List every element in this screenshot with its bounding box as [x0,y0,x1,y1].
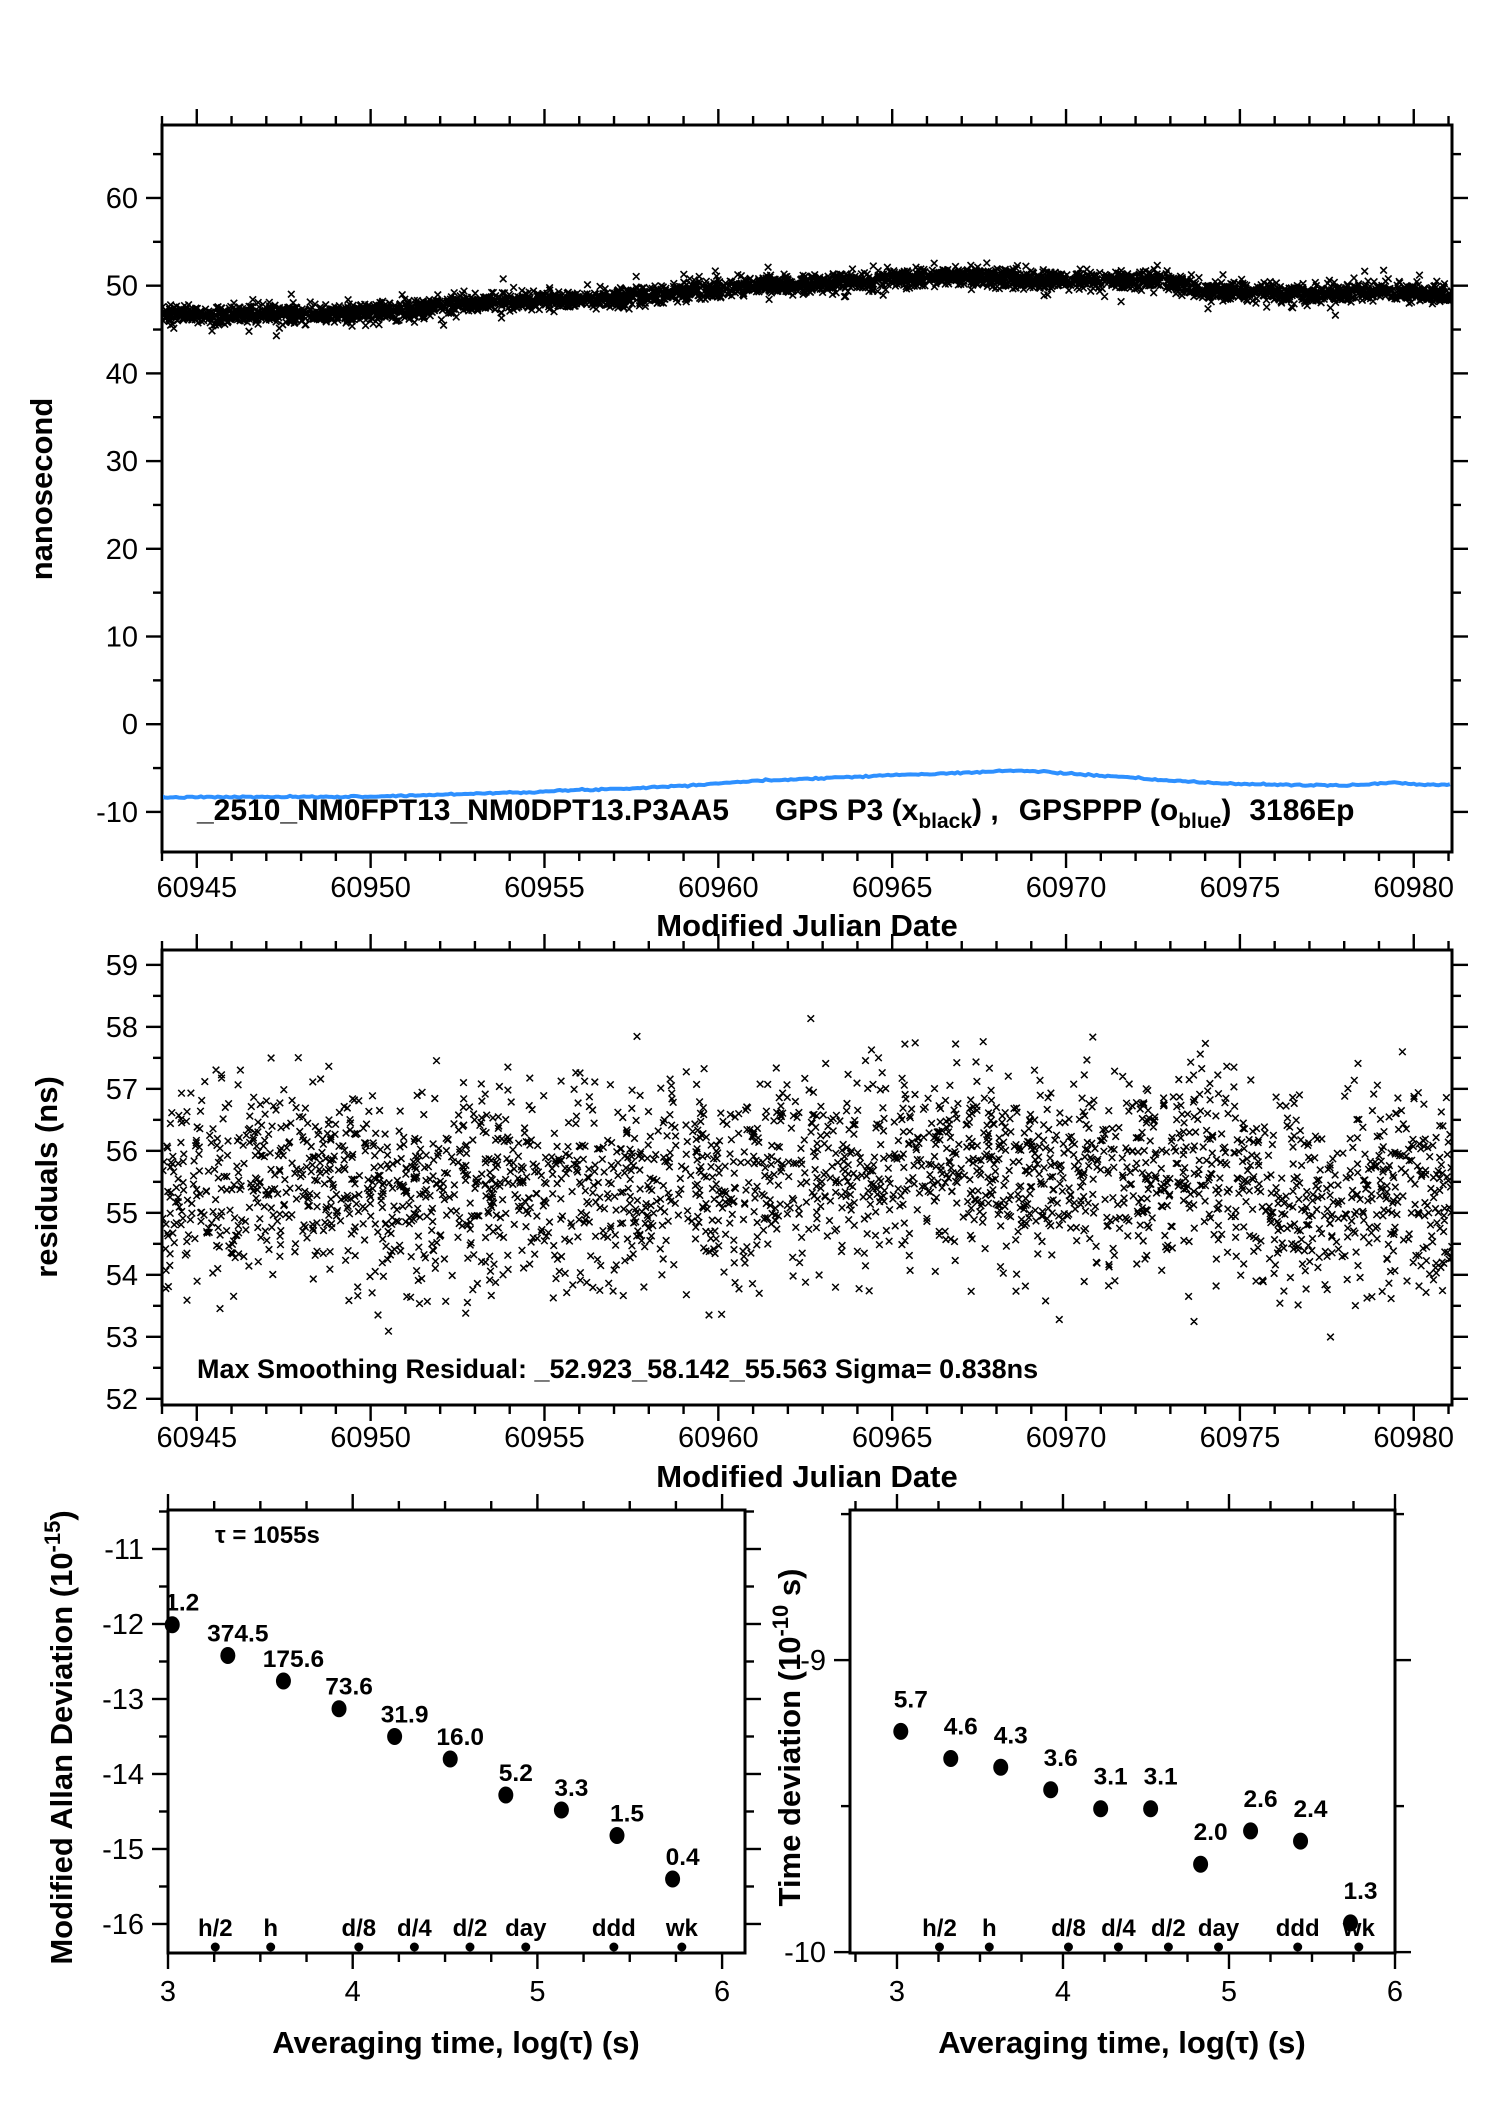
tau-marker-label: d/4 [397,1915,432,1942]
deviation-point-value-label: 0.4 [665,1843,700,1871]
x-tick-label: 60955 [504,1422,585,1454]
deviation-point-value-label: 3.1 [1143,1763,1178,1791]
y-tick-label: 20 [105,533,138,566]
x-tick-label: 60975 [1199,1422,1281,1454]
deviation-point-value-label: 2.6 [1243,1785,1278,1813]
x-tick-label: 60955 [504,872,585,904]
tau-marker-label: d/8 [1051,1915,1086,1942]
deviation-point-value-label: 5.7 [893,1686,928,1714]
tau-marker-label: d/8 [341,1915,377,1942]
tau-marker-label: d/2 [452,1915,488,1942]
deviation-point-value-label: 5.2 [498,1759,533,1787]
residual-scatter-x [160,1015,1456,1340]
tau-marker-label: h/2 [922,1915,957,1942]
tau-marker-dot [465,1943,474,1952]
x-tick-label: 60950 [330,1422,411,1454]
deviation-point-value-label: 4.3 [993,1722,1028,1750]
tau-marker-dot [1354,1943,1363,1952]
y-tick-label: 10 [105,621,138,654]
deviation-point [665,1870,680,1887]
tau-marker-label: h [981,1915,997,1942]
y-tick-label: 59 [105,949,138,982]
deviation-point [276,1672,291,1689]
deviation-point-value-label: 3.1 [1093,1763,1128,1791]
phase-ylabel: nanosecond [24,397,59,581]
deviation-point-value-label: 16.0 [436,1723,485,1751]
deviation-point [1293,1833,1308,1850]
deviation-point [1243,1822,1258,1839]
x-tick-label: 60960 [678,872,759,904]
x-tick-label: 60965 [851,872,933,904]
y-tick-label: 52 [105,1383,138,1416]
deviation-point-value-label: 175.6 [262,1645,325,1673]
panel-time-deviation [784,1494,1411,2008]
tau-marker-dot [1164,1943,1173,1952]
x-tick-label: 60980 [1373,872,1455,904]
deviation-point [1143,1800,1158,1817]
tau-marker-dot [677,1943,686,1952]
deviation-point [220,1647,235,1664]
y-tick-label: -13 [102,1683,144,1716]
deviation-point [943,1750,958,1767]
tau-marker-dot [266,1943,275,1952]
tau-marker-label: wk [665,1915,698,1942]
deviation-point-value-label: 1.2 [165,1589,200,1617]
y-tick-label: -9 [800,1645,826,1678]
x-tick-label: 60980 [1373,1422,1455,1454]
x-tick-label: 60970 [1025,1422,1107,1454]
deviation-point-value-label: 1.5 [609,1800,645,1828]
tau-marker-dot [1064,1943,1073,1952]
y-tick-label: -10 [784,1937,826,1970]
deviation-point [165,1616,180,1633]
deviation-point-value-label: 73.6 [325,1673,373,1701]
y-tick-label: 0 [121,709,138,742]
axis-frame [162,125,1452,852]
deviation-point [498,1786,513,1803]
tau-marker-label: h [263,1915,279,1942]
deviation-point-value-label: 1.3 [1343,1877,1378,1905]
tau-marker-label: ddd [1275,1915,1320,1942]
tau-marker-dot [521,1943,530,1952]
y-tick-label: 50 [105,270,138,303]
x-tick-label: 5 [1220,1976,1238,2008]
panel-modified-allan-deviation [102,1494,761,2008]
deviation-point-value-label: 31.9 [380,1701,429,1729]
panel-phase-vs-mjd [96,109,1468,904]
x-tick-label: 5 [529,1976,546,2008]
x-tick-label: 60960 [678,1422,759,1454]
x-tick-label: 60945 [156,1422,238,1454]
tdev-xlabel: Averaging time, log(τ) (s) [938,2025,1306,2060]
tau-marker-dot [935,1943,944,1952]
deviation-point-value-label: 3.6 [1043,1744,1078,1772]
axis-frame [850,1510,1395,1953]
deviation-point [893,1723,908,1740]
deviation-point-value-label: 2.4 [1293,1796,1328,1824]
tau-marker-label: ddd [591,1915,636,1942]
scatter-series-black-x [159,260,1455,339]
deviation-point [1093,1800,1108,1817]
tau-marker-dot [1293,1943,1302,1952]
mdev-tau-annotation: τ = 1055s [215,1522,320,1549]
y-tick-label: -11 [104,1533,144,1566]
y-tick-label: 60 [105,182,138,215]
x-tick-label: 3 [888,1976,906,2008]
tau-marker-dot [985,1943,994,1952]
tau-marker-label: d/4 [1101,1915,1136,1942]
x-tick-label: 60950 [330,872,411,904]
y-tick-label: 53 [105,1321,138,1354]
y-tick-label: 54 [105,1259,138,1292]
tau-marker-label: day [505,1915,547,1942]
y-tick-label: -15 [102,1833,144,1866]
tau-marker-dot [410,1943,419,1952]
phase-title: _2510_NM0FPT13_NM0DPT13.P3AA5 GPS P3 $(x_{black})$ , GPSPPP $(o_{blue})$ 3186Ep [197,794,1355,833]
deviation-point [554,1801,569,1818]
residuals-xlabel: Modified Julian Date [656,1459,958,1494]
deviation-point-value-label: 374.5 [207,1620,269,1648]
deviation-point-value-label: 2.0 [1193,1819,1228,1847]
tau-marker-label: day [1197,1915,1240,1942]
x-tick-label: 60970 [1025,872,1107,904]
y-tick-label: 58 [105,1011,138,1044]
panel-mdev-ylabel: Modified Allan Deviation $(10^{-15})$ [40,1510,79,1965]
y-tick-label: -16 [102,1908,144,1941]
deviation-point-value-label: 3.3 [554,1774,589,1802]
deviation-point [1193,1856,1208,1873]
y-tick-label: 55 [105,1197,138,1230]
x-tick-label: 60945 [156,872,238,904]
y-tick-label: -10 [96,796,138,829]
y-tick-label: -12 [102,1608,144,1641]
x-tick-label: 60975 [1199,872,1281,904]
y-tick-label: 56 [105,1135,138,1168]
deviation-point [993,1759,1008,1776]
deviation-point [387,1728,402,1745]
deviation-point [443,1750,458,1767]
x-tick-label: 60965 [851,1422,933,1454]
y-tick-label: 57 [105,1073,138,1106]
phase-xlabel: Modified Julian Date [656,908,958,943]
tau-marker-label: h/2 [197,1915,233,1942]
deviation-point [332,1700,347,1717]
tau-marker-dot [211,1943,220,1952]
tau-marker-dot [1114,1943,1123,1952]
x-tick-label: 6 [714,1976,731,2008]
y-tick-label: 30 [105,446,138,479]
x-tick-label: 3 [159,1976,177,2008]
x-tick-label: 4 [1054,1976,1072,2008]
mdev-xlabel: Averaging time, log(τ) (s) [272,2025,640,2060]
x-tick-label: 4 [344,1976,361,2008]
x-tick-label: 6 [1386,1976,1404,2008]
y-tick-label: -14 [102,1758,144,1791]
panel-tdev-ylabel: Time deviation ($10^{-10}$ s) [768,1568,807,1907]
tau-marker-label: d/2 [1151,1915,1186,1942]
deviation-point-value-label: 4.6 [943,1713,978,1741]
y-tick-label: 40 [105,358,138,391]
tau-marker-dot [609,1943,618,1952]
tau-marker-dot [1214,1943,1223,1952]
deviation-point [1043,1781,1058,1798]
residuals-annotation: Max Smoothing Residual: _52.923_58.142_55.563 Sigma= 0.838ns [197,1354,1039,1384]
tau-marker-label: wk [1342,1915,1375,1942]
deviation-point [610,1827,625,1844]
residuals-ylabel: residuals (ns) [29,1076,64,1278]
tau-marker-dot [354,1943,363,1952]
